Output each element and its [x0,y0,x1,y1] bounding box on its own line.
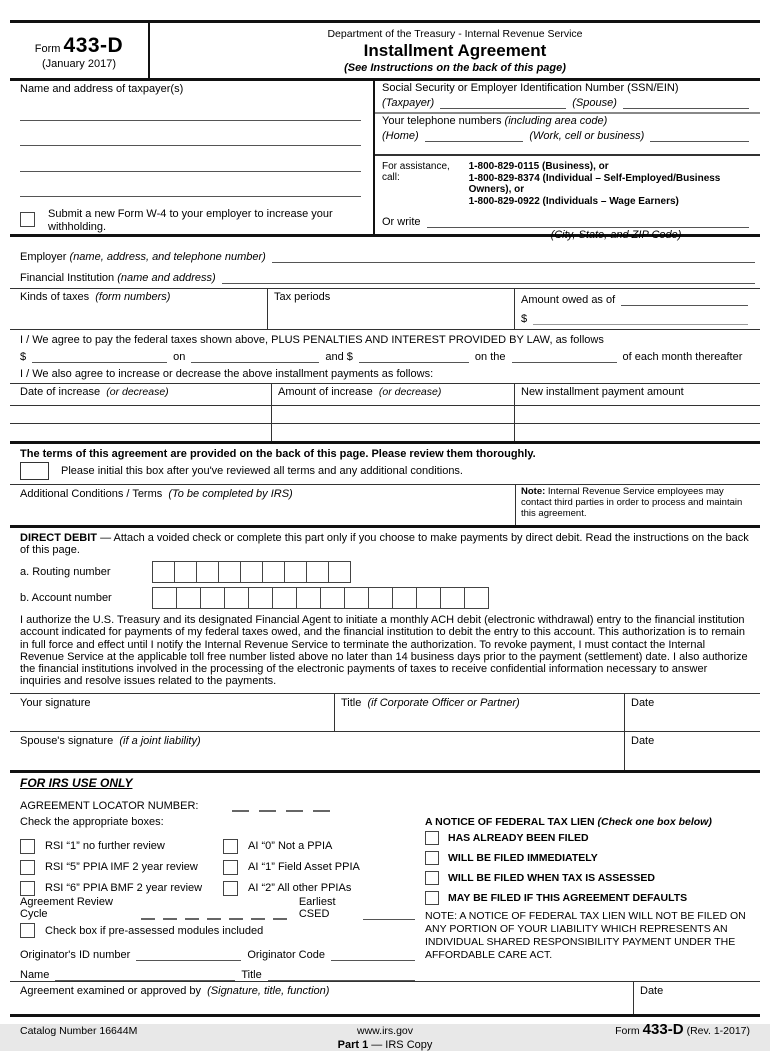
increase-table-header [10,384,760,406]
phone-work-label: (Work, cell or business) [529,130,645,142]
name-address-line-1[interactable] [20,95,361,121]
phone-label-line [382,115,755,127]
amount-owed-line [521,292,754,306]
new-amount-header [515,384,760,405]
dash-blank[interactable] [163,908,177,920]
agreement-examined-cell[interactable] [10,982,633,1014]
or-write-input[interactable] [427,214,750,228]
date-cell[interactable] [625,732,760,770]
digit-box[interactable] [152,561,175,583]
digit-box[interactable] [218,561,241,583]
amount-owed-cell [515,289,760,329]
digit-box[interactable] [224,587,249,609]
your-signature-label: Your signature [20,696,91,709]
originator-name-row [20,962,425,981]
footer-line-1 [20,1021,750,1038]
agreement-examined-row [10,981,760,1014]
assistance-line-1: 1-800-829-0115 (Business), or [468,161,609,172]
lien-option-label: MAY BE FILED IF THIS AGREEMENT DEFAULTS [448,891,688,904]
digit-box[interactable] [240,561,263,583]
third-party-note-cell [515,485,760,525]
assistance-line-2: 1-800-829-8374 (Individual – Self-Employed/Business Owners), or [468,172,721,195]
financial-note: (name and address) [117,272,216,284]
agreement-examined-note: (Signature, title, function) [207,984,330,997]
ssn-spouse-input[interactable] [623,95,749,109]
payment-date-input[interactable] [191,350,319,363]
new-amount-label: New installment payment amount [521,386,684,398]
form-number-block [10,23,150,78]
amount-of-increase-header [272,384,515,405]
tax-summary-table [10,289,760,330]
amount-owed-date-input[interactable] [621,292,748,306]
earliest-csed-label: Earliest CSED [298,895,336,920]
digit-box[interactable] [152,587,177,609]
lien-option-row [425,828,750,848]
rsi-ai-row [20,836,425,857]
date-cell[interactable] [625,694,760,731]
note-label: Note: [521,486,546,497]
catalog-number: Catalog Number 16644M [20,1024,138,1037]
rsi-1-checkbox[interactable] [20,839,35,854]
your-signature-cell[interactable] [10,694,335,731]
digit-box[interactable] [368,587,393,609]
spouse-signature-cell[interactable] [10,732,625,770]
assistance-label: For assistance, call: [382,161,450,183]
digit-box[interactable] [392,587,417,609]
pay-on-the-label: on the [474,351,506,363]
examined-date-cell[interactable] [633,982,760,1014]
preassessed-checkbox[interactable] [20,923,35,938]
digit-box[interactable] [344,587,369,609]
title-note: (if Corporate Officer or Partner) [367,696,520,709]
irs-use-only-section [10,773,760,981]
phone-home-input[interactable] [425,128,524,142]
name-address-label: Name and address of taxpayer(s) [20,83,184,95]
date-increase-cell[interactable] [10,406,272,423]
city-state-zip-label: (City, State, and ZIP Code) [550,229,682,241]
employer-note: (name, address, and telephone number) [69,251,266,263]
originator-code-input[interactable] [331,947,415,961]
name-address-line-4[interactable] [20,172,361,198]
lien-already-filed-checkbox[interactable] [425,831,439,845]
routing-number-grid[interactable] [153,561,351,583]
rsi-6-checkbox[interactable] [20,881,35,896]
form-date: (January 2017) [42,58,116,70]
footer-form-label: Form [615,1024,640,1037]
date-label: Date [640,984,664,997]
originator-name-input[interactable] [55,967,235,981]
form-label: Form [34,43,61,55]
dash-blank[interactable] [232,800,249,812]
digit-box[interactable] [440,587,465,609]
originator-id-label: Originator's ID number [20,948,131,961]
employer-block [10,237,760,289]
pay-agreement-text: I / We agree to pay the federal taxes shown above, PLUS PENALTIES AND INTEREST PROVIDED BY LAW, as follows [20,334,604,346]
form-title-block [150,23,760,78]
initial-box-row [20,462,760,480]
dollar-sign: $ [521,313,528,325]
note-text: Internal Revenue Service employees may contact third parties in order to process and maintain this agreement. [521,486,743,519]
terms-bold-text: The terms of this agreement are provided on the back of this page. Please review them thoroughly. [20,448,536,460]
irs-url: www.irs.gov [357,1024,414,1037]
lien-option-label: HAS ALREADY BEEN FILED [448,831,589,844]
part-label: Part 1 [337,1038,369,1051]
digit-box[interactable] [464,587,489,609]
direct-debit-text: — Attach a voided check or complete this part only if you choose to make payments by direct debit. Read the instructions on the back of this page. [20,532,749,556]
account-number-row [20,587,760,609]
kinds-label: Kinds of taxes [20,291,90,303]
lien-filed-when-assessed-checkbox[interactable] [425,871,439,885]
lien-option-row [425,868,750,888]
rsi-ai-row [20,857,425,878]
originator-title-label: Title [241,968,262,981]
name-address-line-2[interactable] [20,121,361,147]
increase-table-row [10,424,760,441]
initials-box[interactable] [20,462,49,480]
footer-part-line [20,1039,750,1051]
direct-debit-paragraph [10,528,760,557]
agency-name: Department of the Treasury - Internal Revenue Service [327,28,583,40]
page-title: Installment Agreement [363,41,547,60]
date-label: Date [631,734,655,747]
signature-row-1 [10,694,760,732]
originator-id-input[interactable] [136,947,241,961]
digit-box[interactable] [196,561,219,583]
dash-blank[interactable] [251,908,265,920]
employer-label: Employer [20,251,67,263]
additional-conditions-cell[interactable] [10,485,515,525]
rsi-1-label: RSI “1” no further review [45,840,165,853]
tax-periods-cell[interactable] [268,289,515,329]
dash-blank[interactable] [185,908,199,920]
tax-lien-column [425,816,750,981]
ai-2-label: AI “2” All other PPIAs [248,882,352,895]
name-address-line-3[interactable] [20,146,361,172]
date-increase-note: (or decrease) [106,386,169,398]
amount-increase-cell[interactable] [272,424,515,441]
name-address-block [10,81,375,234]
title-cell[interactable] [335,694,625,731]
phone-note: (including area code) [504,115,608,127]
date-label: Date [631,696,655,709]
form-footer [10,1014,760,1051]
phone-cell [375,114,760,156]
payment-amount-2-input[interactable] [359,350,469,363]
irs-use-only-heading: FOR IRS USE ONLY [20,775,133,790]
payment-schedule-line [20,350,750,363]
preassessed-row [20,921,425,941]
assistance-line-3: 1-800-829-0922 (Individuals – Wage Earners) [468,195,679,207]
originator-name-label: Name [20,968,50,981]
lien-option-row [425,848,750,868]
digit-box[interactable] [200,587,225,609]
increase-agreement-text: I / We also agree to increase or decrease the above installment payments as follows: [20,368,434,380]
additional-conditions-row [10,484,760,528]
routing-number-label: a. Routing number [20,566,111,578]
ai-1-checkbox[interactable] [223,860,238,875]
assistance-cell [375,156,760,243]
digit-box[interactable] [306,561,329,583]
digit-box[interactable] [284,561,307,583]
review-cycle-row [20,895,425,920]
account-number-grid[interactable] [153,587,489,609]
date-of-increase-header [10,384,272,405]
digit-box[interactable] [296,587,321,609]
payment-day-input[interactable] [512,350,617,363]
review-cycle-input[interactable] [141,908,295,920]
agreement-locator-input[interactable] [232,800,340,812]
lien-filed-immediately-checkbox[interactable] [425,851,439,865]
pay-and-dollar: and $ [325,351,353,363]
or-write-label: Or write [382,216,421,228]
dash-blank[interactable] [286,800,303,812]
lien-may-be-filed-checkbox[interactable] [425,891,439,905]
kinds-of-taxes-cell[interactable] [10,289,268,329]
agreement-locator-label: AGREEMENT LOCATOR NUMBER: [20,799,199,812]
earliest-csed-input[interactable] [363,906,415,920]
pay-dollar-1: $ [20,351,27,363]
taxpayer-info-section [10,81,760,241]
review-cycle-label: Agreement Review Cycle [20,895,113,920]
ssn-taxpayer-input[interactable] [440,95,566,109]
form-number: 433-D [63,34,124,57]
originator-code-label: Originator Code [247,948,325,961]
title-subtitle: (See Instructions on the back of this page) [344,62,566,74]
amount-increase-note: (or decrease) [378,386,442,398]
amount-owed-input[interactable] [533,311,748,325]
lien-option-label: WILL BE FILED IMMEDIATELY [448,851,598,864]
signature-table [10,693,760,773]
check-boxes-label: Check the appropriate boxes: [20,815,164,828]
w4-checkbox[interactable] [20,212,35,227]
tax-periods-label: Tax periods [274,291,331,303]
financial-row [20,263,760,284]
date-increase-cell[interactable] [10,424,272,441]
account-number-label: b. Account number [20,592,112,604]
ssn-line [382,95,755,109]
agreement-locator-row [20,796,750,812]
increase-table [10,383,760,444]
dash-blank[interactable] [141,908,155,920]
originator-title-input[interactable] [268,967,415,981]
rsi-6-label: RSI “6” PPIA BMF 2 year review [45,882,203,895]
lien-note-text: NOTE: A NOTICE OF FEDERAL TAX LIEN WILL NOT BE FILED ON ANY PORTION OF YOUR LIABILITY WHICH REPRESENTS AN INDIVIDUAL SHARED RESPONSIBILITY PAYMENT UNDER THE AFFORDABLE CARE ACT. [425,909,746,961]
dash-blank[interactable] [259,800,276,812]
ssn-phone-block [375,81,760,241]
ach-authorization-text: I authorize the U.S. Treasury and its designated Financial Agent to initiate a monthly ACH debit (electronic withdrawal) entry to the financial institution account indicated for payments of my federal taxes owed, and the financial institution to debit the entry to this account. This authorization is to remain in full force and effect until I notify the Internal Revenue Service to terminate the authorization. To revoke payment, I must contact the Internal Revenue Service at the applicable toll free number listed above no later than 14 business days prior to the payment (settlement) date. I also authorize the financial institutions involved in the processing of the electronic payments of taxes to receive confidential information necessary to answer inquiries and resolve issues related to the payments. [20,614,748,688]
title-label: Title [341,696,362,709]
footer-revision: (Rev. 1-2017) [686,1024,751,1037]
additional-conditions-label: Additional Conditions / Terms [20,488,163,500]
kinds-note: (form numbers) [95,291,171,303]
irs-left-column [20,816,425,981]
digit-box[interactable] [320,587,345,609]
amount-increase-label: Amount of increase [278,386,373,398]
ai-1-label: AI “1” Field Asset PPIA [248,861,360,874]
form-header [10,20,760,81]
spouse-signature-note: (if a joint liability) [119,734,201,747]
digit-box[interactable] [328,561,351,583]
dash-blank[interactable] [273,908,287,920]
dash-blank[interactable] [207,908,221,920]
dash-blank[interactable] [229,908,243,920]
ssn-taxpayer-label: (Taxpayer) [382,97,435,109]
routing-number-row [20,561,760,583]
amount-owed-dollar-line [521,311,754,325]
phone-home-label: (Home) [382,130,419,142]
part-copy-label: — IRS Copy [371,1038,433,1051]
ai-0-label: AI “0” Not a PPIA [248,840,333,853]
financial-label: Financial Institution [20,272,115,284]
pay-on-label: on [173,351,186,363]
increase-table-row [10,406,760,424]
spouse-signature-label: Spouse's signature [20,734,114,747]
digit-box[interactable] [174,561,197,583]
phone-line [382,128,755,142]
digit-box[interactable] [176,587,201,609]
form-number-line [10,34,148,58]
lien-option-label: WILL BE FILED WHEN TAX IS ASSESSED [448,871,655,884]
financial-input[interactable] [222,270,755,284]
w4-row [20,208,373,234]
new-amount-cell[interactable] [515,406,760,423]
direct-debit-heading: DIRECT DEBIT [20,532,97,544]
rsi-5-checkbox[interactable] [20,860,35,875]
ssn-label: Social Security or Employer Identification Number (SSN/EIN) [382,82,679,94]
initial-text: Please initial this box after you've reviewed all terms and any additional conditions. [61,465,463,477]
amount-owed-label: Amount owed as of [521,294,616,306]
or-write-row [382,214,755,228]
lien-option-row [425,888,750,908]
phone-label: Your telephone numbers [382,115,502,127]
ssn-cell [375,81,760,114]
agreement-examined-label: Agreement examined or approved by [20,984,201,997]
lien-heading-note: (Check one box below) [597,815,712,828]
phone-work-input[interactable] [650,128,749,142]
amount-increase-cell[interactable] [272,406,515,423]
employer-row [20,242,760,263]
originator-row [20,942,425,961]
digit-box[interactable] [272,587,297,609]
ssn-spouse-label: (Spouse) [572,97,617,109]
ai-2-checkbox[interactable] [223,881,238,896]
date-increase-label: Date of increase [20,386,101,398]
signature-row-2 [10,732,760,770]
footer-form-id [413,1021,750,1038]
ai-0-checkbox[interactable] [223,839,238,854]
assistance-numbers [469,161,755,207]
pay-thereafter-label: of each month thereafter [622,351,743,363]
rsi-5-label: RSI “5” PPIA IMF 2 year review [45,861,198,874]
dash-blank[interactable] [313,800,330,812]
new-amount-cell[interactable] [515,424,760,441]
payment-amount-input[interactable] [32,350,167,363]
w4-text: Submit a new Form W-4 to your employer to increase your withholding. [48,208,333,233]
preassessed-label: Check box if pre-assessed modules included [45,924,264,937]
lien-heading-line [425,816,750,828]
digit-box[interactable] [248,587,273,609]
employer-input[interactable] [272,249,755,263]
lien-heading: A NOTICE OF FEDERAL TAX LIEN [425,815,595,828]
digit-box[interactable] [416,587,441,609]
digit-box[interactable] [262,561,285,583]
footer-form-number: 433-D [642,1020,684,1038]
assistance-row [382,161,755,207]
irs-check-columns [20,816,750,981]
additional-conditions-note: (To be completed by IRS) [168,488,293,500]
